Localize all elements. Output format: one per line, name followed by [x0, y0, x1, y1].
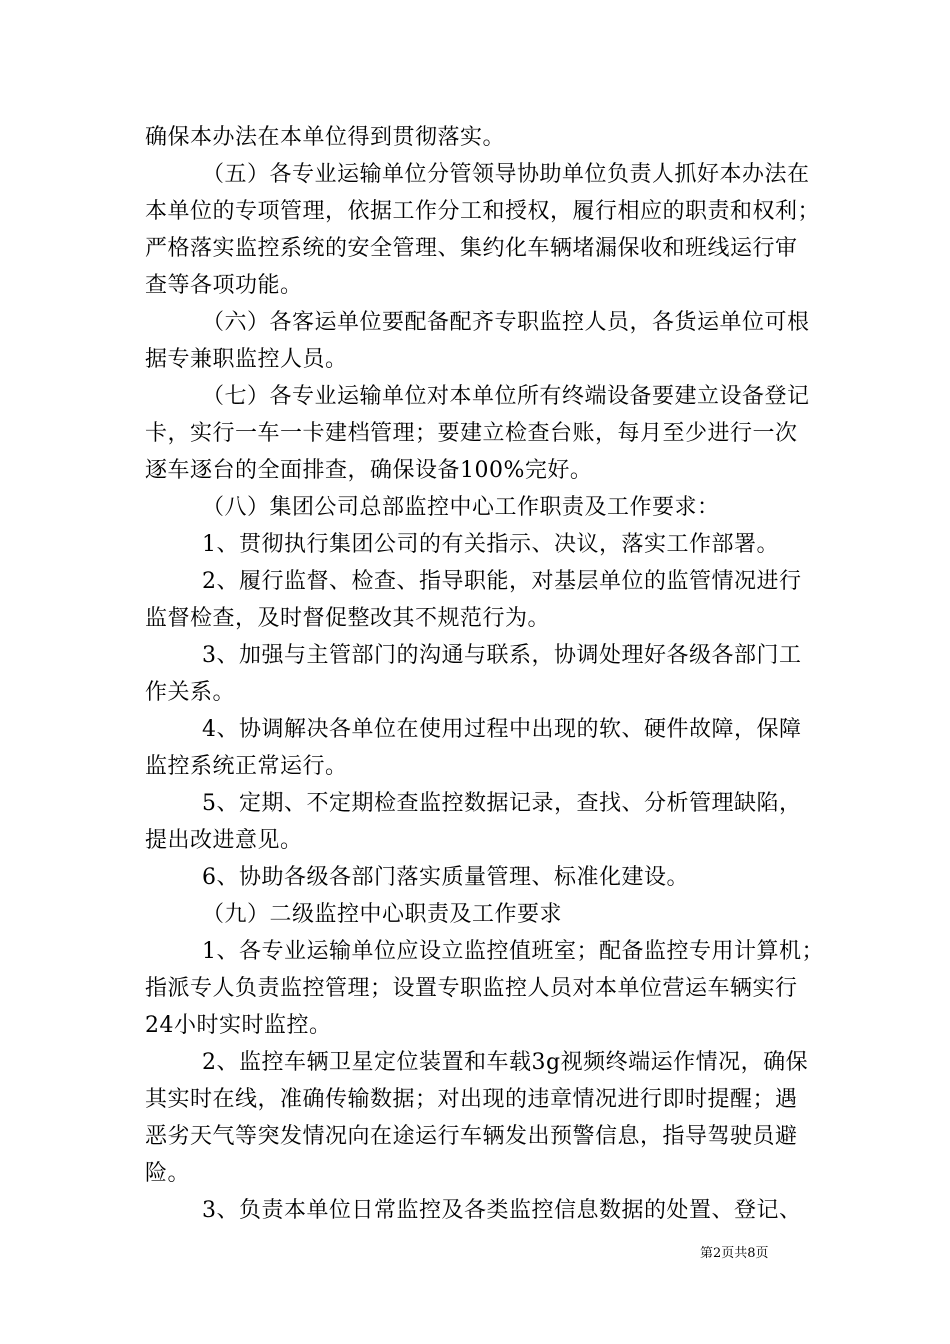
text-line: 5、定期、不定期检查监控数据记录，查找、分析管理缺陷， — [202, 791, 802, 816]
text-line: （七）各专业运输单位对本单位所有终端设备要建立设备登记 — [202, 384, 810, 409]
text-line: 本单位的专项管理，依据工作分工和授权，履行相应的职责和权利； — [145, 199, 821, 224]
page-number: 第2页共8页 — [700, 1246, 769, 1261]
text-line: 1、各专业运输单位应设立监控值班室；配备监控专用计算机； — [202, 939, 824, 964]
text-line: 恶劣天气等突发情况向在途运行车辆发出预警信息，指导驾驶员避 — [145, 1124, 798, 1149]
text-line: 卡，实行一车一卡建档管理；要建立检查台账，每月至少进行一次 — [145, 421, 798, 446]
text-line: 3、负责本单位日常监控及各类监控信息数据的处置、登记、 — [202, 1198, 802, 1223]
text-line: 监督检查，及时督促整改其不规范行为。 — [145, 606, 551, 631]
text-line: （八）集团公司总部监控中心工作职责及工作要求： — [202, 495, 720, 520]
text-line: 3、加强与主管部门的沟通与联系，协调处理好各级各部门工 — [202, 643, 802, 668]
text-line: 据专兼职监控人员。 — [145, 347, 348, 372]
text-line: （九）二级监控中心职责及工作要求 — [202, 902, 563, 927]
text-line: 其实时在线，准确传输数据；对出现的违章情况进行即时提醒；遇 — [145, 1087, 798, 1112]
text-line: 4、协调解决各单位在使用过程中出现的软、硬件故障，保障 — [202, 717, 802, 742]
text-line: 逐车逐台的全面排查，确保设备100%完好。 — [145, 458, 593, 483]
text-line: 指派专人负责监控管理；设置专职监控人员对本单位营运车辆实行 — [145, 976, 798, 1001]
text-line: 提出改进意见。 — [145, 828, 303, 853]
text-line: 6、协助各级各部门落实质量管理、标准化建设。 — [202, 865, 689, 890]
text-line: 险。 — [145, 1161, 191, 1186]
text-line: 严格落实监控系统的安全管理、集约化车辆堵漏保收和班线运行审 — [145, 236, 798, 261]
text-line: （五）各专业运输单位分管领导协助单位负责人抓好本办法在 — [202, 162, 810, 187]
text-line: 确保本办法在本单位得到贯彻落实。 — [145, 125, 506, 150]
text-line: （六）各客运单位要配备配齐专职监控人员，各货运单位可根 — [202, 310, 810, 335]
text-line: 监控系统正常运行。 — [145, 754, 348, 779]
text-line: 查等各项功能。 — [145, 273, 303, 298]
text-line: 24小时实时监控。 — [145, 1013, 332, 1038]
text-line: 2、履行监督、检查、指导职能，对基层单位的监管情况进行 — [202, 569, 802, 594]
text-line: 作关系。 — [145, 680, 236, 705]
text-line: 1、贯彻执行集团公司的有关指示、决议，落实工作部署。 — [202, 532, 779, 557]
text-line: 2、监控车辆卫星定位装置和车载3g视频终端运作情况，确保 — [202, 1050, 809, 1075]
